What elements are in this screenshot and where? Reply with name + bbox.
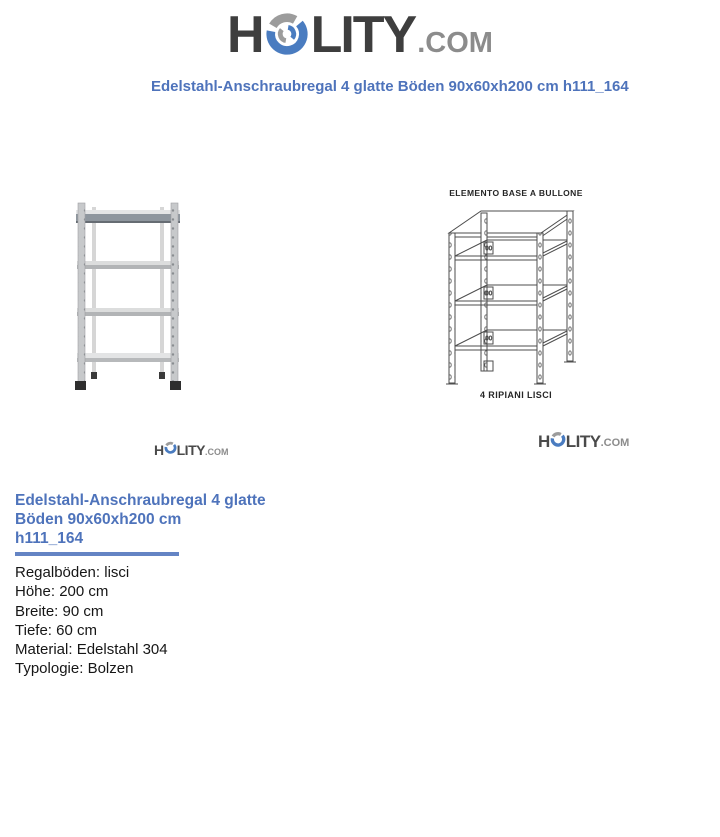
product-photo[interactable] <box>73 197 183 393</box>
specs-list <box>15 563 355 679</box>
header-logo[interactable] <box>0 6 720 64</box>
watermark-text-h: H <box>538 431 550 451</box>
spec-value: 60 cm <box>56 621 97 639</box>
page-title: Edelstahl-Anschraubregal 4 glatte Böden 90x60xh200 cm h111_164 <box>151 78 629 95</box>
spec-row <box>15 582 355 601</box>
watermark-text-com: .COM <box>204 446 229 457</box>
spec-value: Edelstahl 304 <box>76 641 168 659</box>
shelf-photo-image <box>73 197 183 393</box>
product-heading-line: Böden 90x60xh200 cm <box>15 511 182 528</box>
spec-label: Regalböden: <box>15 564 101 581</box>
technical-drawing[interactable] <box>437 188 595 400</box>
holity-watermark-left <box>154 441 228 459</box>
spec-label: Tiefe: <box>15 621 52 639</box>
logo-text-com: .COM <box>417 26 493 59</box>
product-heading-line: h111_164 <box>15 530 84 547</box>
spec-value: 200 cm <box>59 583 109 601</box>
holity-watermark-right <box>538 430 629 452</box>
watermark-text-lity: LITY <box>565 431 601 451</box>
product-heading <box>15 491 335 548</box>
watermark-swirl-icon <box>550 431 566 452</box>
spec-row <box>15 640 355 659</box>
spec-row <box>15 602 355 621</box>
spec-label: Typologie: <box>15 660 84 678</box>
spec-value: 90 cm <box>62 602 104 620</box>
spec-value: Bolzen <box>87 660 134 678</box>
watermark-text-lity: LITY <box>176 442 205 458</box>
watermark-text-h: H <box>154 442 164 458</box>
spec-label: Höhe: <box>15 583 56 601</box>
drawing-label-top: ELEMENTO BASE A BULLONE <box>449 188 583 198</box>
shelf-drawing-image <box>441 203 591 385</box>
spec-row <box>15 621 355 640</box>
spec-row <box>15 659 355 678</box>
spec-row <box>15 563 355 582</box>
drawing-label-bottom: 4 RIPIANI LISCI <box>479 390 552 400</box>
logo-text-lity: LITY <box>310 6 416 64</box>
watermark-swirl-icon <box>164 441 177 459</box>
logo-swirl-icon <box>264 10 310 61</box>
logo-text-h: H <box>227 6 263 64</box>
spec-value: lisci <box>104 564 130 581</box>
heading-underline <box>15 552 179 556</box>
spec-label: Breite: <box>15 602 59 620</box>
spec-label: Material: <box>15 641 73 659</box>
product-heading-line: Edelstahl-Anschraubregal 4 glatte <box>15 492 266 509</box>
watermark-text-com: .COM <box>600 437 630 449</box>
